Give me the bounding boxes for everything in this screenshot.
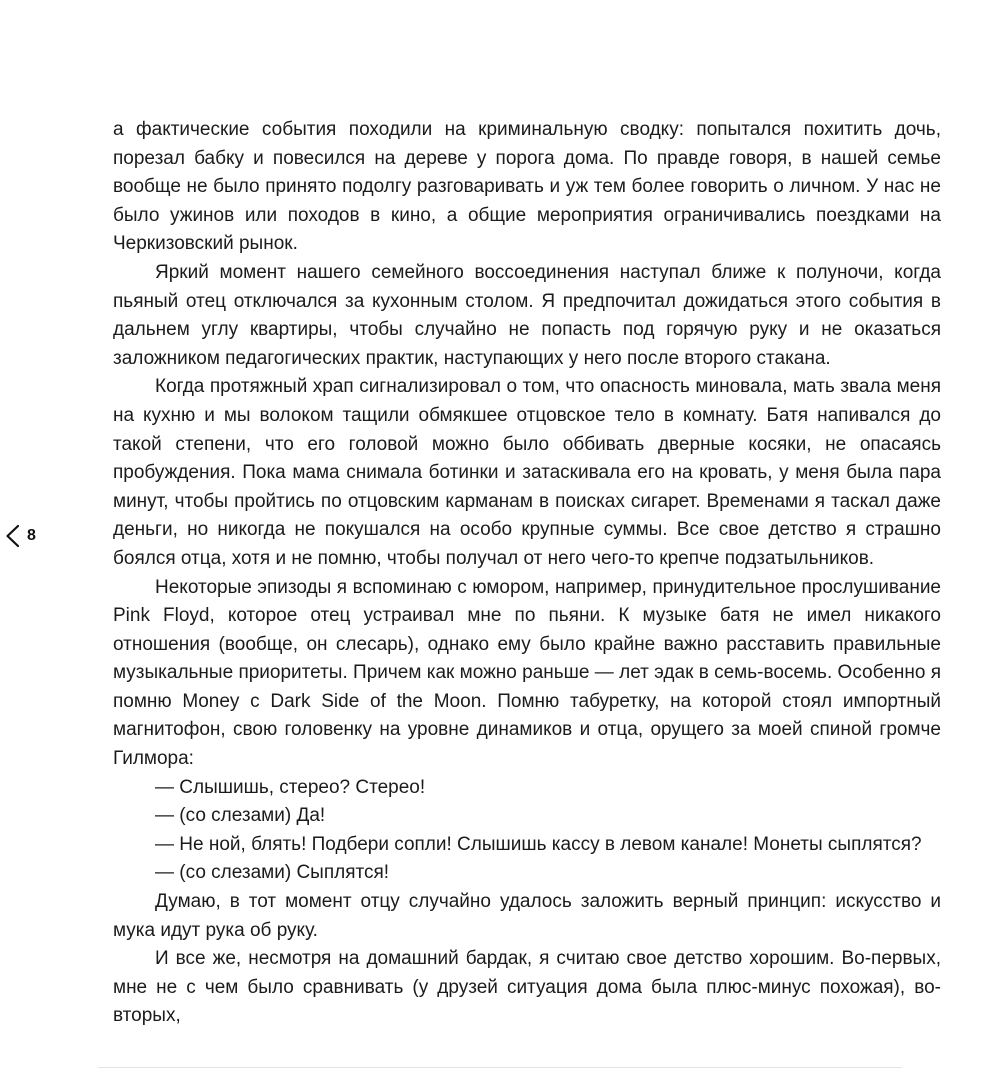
page-bottom-edge bbox=[98, 1067, 902, 1068]
dialogue-line: — Не ной, блять! Подбери сопли! Слышишь кассу в левом канале! Монеты сыплятся? bbox=[155, 833, 922, 855]
paragraph: Когда протяжный храп сигнализировал о том, что опасность миновала, мать звала меня на кухню и мы волоком тащили обмякшее отцовское тело в комнату. Батя напивался до такой степени, что его головой можно было оббивать дверные косяки, не опасаясь пробуждения. Пока мама снимала ботинки и затаскивала его на кровать, у меня была пара минут, чтобы пройтись по отцовским карманам в поисках сигарет. Временами я таскал даже деньги, но никогда не покушался на особо крупные суммы. Все свое детство я страшно боялся отца, хотя и не помню, чтобы получал от него чего-то крепче подзатыльников. bbox=[113, 376, 941, 569]
paragraph: Яркий момент нашего семейного воссоединения наступал ближе к полуночи, когда пьяный отец отключался за кухонным столом. Я предпочитал дожидаться этого события в дальнем углу квартиры, чтобы случайно не попасть под горячую руку и не оказаться заложником педагогических практик, наступающих у него после второго стакана. bbox=[113, 261, 941, 369]
page-number-marker bbox=[5, 524, 36, 548]
book-page-text bbox=[113, 116, 941, 1031]
dialogue-line: — (со слезами) Да! bbox=[155, 805, 326, 827]
paragraph: Думаю, в тот момент отцу случайно удалось заложить верный принцип: искусство и мука идут рука об руку. bbox=[113, 891, 941, 941]
dialogue-line: — Слышишь, стерео? Стерео! bbox=[155, 776, 426, 798]
paragraph: а фактические события походили на криминальную сводку: попытался похитить дочь, порезал бабку и повесился на дереве у порога дома. По правде говоря, в нашей семье вообще не было принято подолгу разговаривать и уж тем более говорить о личном. У нас не было ужинов или походов в кино, а общие мероприятия ограничивались поездками на Черкизовский рынок. bbox=[113, 119, 941, 255]
paragraph: И все же, несмотря на домашний бардак, я считаю свое детство хорошим. Во-первых, мне не с чем было сравнивать (у друзей ситуация дома была плюс-минус похожая), во-вторых, bbox=[113, 948, 941, 1027]
dialogue-line: — (со слезами) Сыплятся! bbox=[155, 862, 390, 884]
paragraph: Некоторые эпизоды я вспоминаю с юмором, например, принудительное прослушивание Pink Floyd, которое отец устраивал мне по пьяни. К музыке батя не имел никакого отношения (вообще, он слесарь), однако ему было крайне важно расставить правильные музыкальные приоритеты. Причем как можно раньше — лет эдак в семь-восемь. Особенно я помню Money с Dark Side of the Moon. Помню табуретку, на которой стоял импортный магнитофон, свою головенку на уровне динамиков и отца, орущего за моей спиной громче Гилмора: bbox=[113, 576, 941, 770]
page-number: 8 bbox=[27, 527, 36, 544]
chevron-left-icon bbox=[5, 524, 20, 548]
